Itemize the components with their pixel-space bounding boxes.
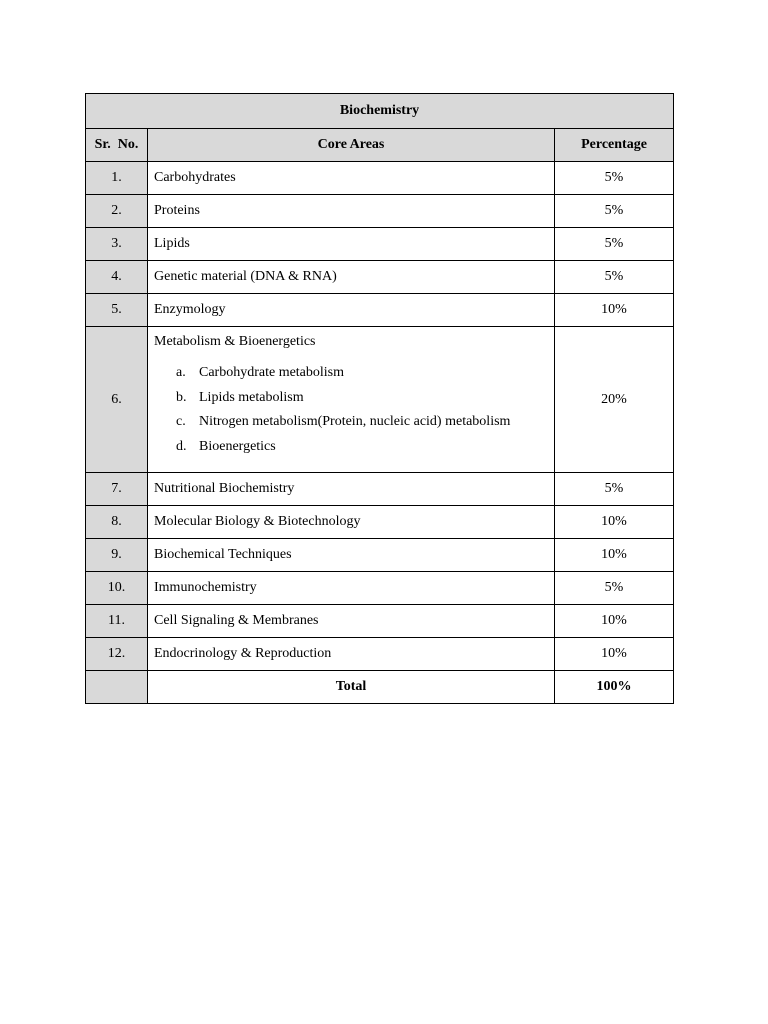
row-core-area: Biochemical Techniques xyxy=(148,539,555,572)
table-title: Biochemistry xyxy=(86,94,674,129)
row-core-area: Enzymology xyxy=(148,294,555,327)
total-row xyxy=(86,671,674,704)
table-row xyxy=(86,261,674,294)
row-number: 4. xyxy=(86,261,148,294)
row-number: 6. xyxy=(86,327,148,473)
table-row xyxy=(86,228,674,261)
table-row xyxy=(86,327,674,473)
subtopic-letter: b. xyxy=(176,389,187,405)
subtopic-item xyxy=(154,435,554,460)
row-percentage: 5% xyxy=(555,261,674,294)
subtopic-list xyxy=(154,361,554,459)
subtopic-text: Nitrogen metabolism(Protein, nucleic acid) metabolism xyxy=(199,414,511,429)
row-core-area: Cell Signaling & Membranes xyxy=(148,605,555,638)
row-percentage: 5% xyxy=(555,162,674,195)
table-row xyxy=(86,572,674,605)
table-header-row xyxy=(86,129,674,162)
header-percentage: Percentage xyxy=(555,129,674,162)
row-percentage: 5% xyxy=(555,195,674,228)
row-percentage: 10% xyxy=(555,539,674,572)
subtopic-letter: a. xyxy=(176,365,186,380)
biochemistry-table xyxy=(85,93,674,704)
row-core-area: Immunochemistry xyxy=(148,572,555,605)
table-row xyxy=(86,473,674,506)
row-number: 11. xyxy=(86,605,148,638)
header-sr-no: Sr. No. xyxy=(86,129,148,162)
table-row xyxy=(86,638,674,671)
row-number: 10. xyxy=(86,572,148,605)
subtopic-letter: d. xyxy=(176,438,187,454)
row-core-area: Lipids xyxy=(148,228,555,261)
table-row xyxy=(86,539,674,572)
total-percentage: 100% xyxy=(555,671,674,704)
row-number: 1. xyxy=(86,162,148,195)
row-percentage: 5% xyxy=(555,572,674,605)
subtopic-text: Bioenergetics xyxy=(199,438,276,454)
row-core-area-group xyxy=(148,327,555,473)
document-page xyxy=(85,93,673,704)
total-blank-cell xyxy=(86,671,148,704)
table-row xyxy=(86,162,674,195)
row-core-area: Genetic material (DNA & RNA) xyxy=(148,261,555,294)
header-core-areas: Core Areas xyxy=(148,129,555,162)
row-core-area: Endocrinology & Reproduction xyxy=(148,638,555,671)
row-number: 5. xyxy=(86,294,148,327)
row-core-area: Metabolism & Bioenergetics xyxy=(154,334,316,349)
subtopic-letter: c. xyxy=(176,414,186,429)
row-number: 8. xyxy=(86,506,148,539)
subtopic-item xyxy=(154,410,554,435)
row-number: 12. xyxy=(86,638,148,671)
row-number: 3. xyxy=(86,228,148,261)
row-percentage: 10% xyxy=(555,294,674,327)
table-row xyxy=(86,605,674,638)
table-title-row xyxy=(86,94,674,129)
row-core-area: Molecular Biology & Biotechnology xyxy=(148,506,555,539)
row-core-area: Nutritional Biochemistry xyxy=(148,473,555,506)
subtopic-text: Carbohydrate metabolism xyxy=(199,365,345,380)
row-percentage: 10% xyxy=(555,506,674,539)
row-core-area: Carbohydrates xyxy=(148,162,555,195)
row-percentage: 5% xyxy=(555,228,674,261)
table-row xyxy=(86,506,674,539)
subtopic-item xyxy=(154,386,554,411)
subtopic-item xyxy=(154,361,554,386)
table-row xyxy=(86,294,674,327)
row-percentage: 5% xyxy=(555,473,674,506)
row-number: 7. xyxy=(86,473,148,506)
row-core-area: Proteins xyxy=(148,195,555,228)
row-number: 9. xyxy=(86,539,148,572)
subtopic-text: Lipids metabolism xyxy=(199,389,304,405)
row-number: 2. xyxy=(86,195,148,228)
table-row xyxy=(86,195,674,228)
row-percentage: 10% xyxy=(555,605,674,638)
row-percentage: 10% xyxy=(555,638,674,671)
row-percentage: 20% xyxy=(555,327,674,473)
total-label: Total xyxy=(148,671,555,704)
